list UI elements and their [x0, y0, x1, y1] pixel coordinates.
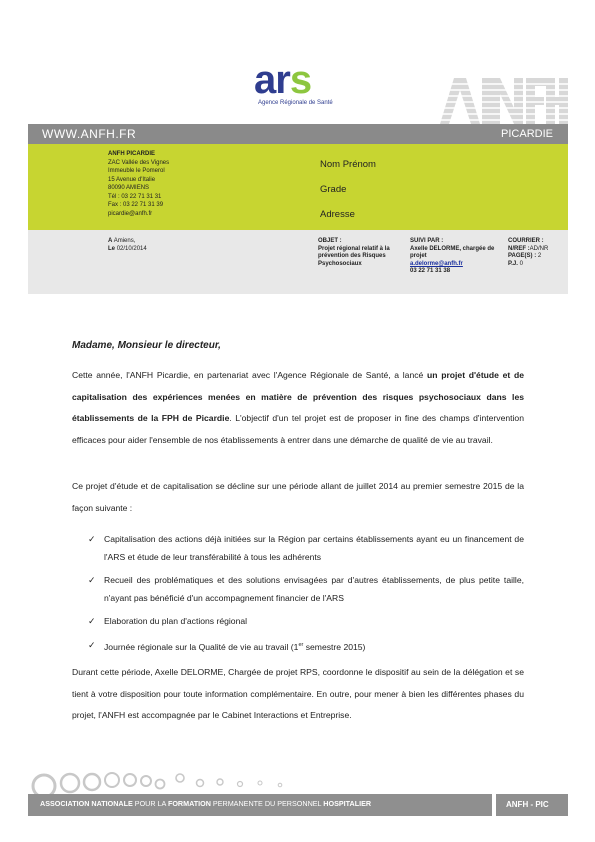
nref-label: N/REF : [508, 245, 530, 252]
salutation: Madame, Monsieur le directeur, [72, 340, 221, 351]
list-item-text: semestre 2015) [303, 641, 366, 652]
ars-logo-letter-a: a [254, 58, 276, 102]
place-date-block [108, 238, 147, 253]
paragraph-period: Ce projet d'étude et de capitalisation se décline sur une période allant de juillet 2014 au premier semestre 2015 de la façon suivante : [72, 481, 524, 513]
nref: AD/NR [529, 245, 549, 252]
footer-word: FORMATION [167, 799, 211, 808]
paragraph-text: Cette année, l'ANFH Picardie, en partenariat avec l'Agence Régionale de Santé, a lancé [72, 370, 428, 380]
list-item [88, 530, 524, 566]
place-label: A [108, 238, 113, 244]
footer-association-name [40, 799, 371, 808]
sender-block [108, 150, 169, 218]
footer-word: HOSPITALIER [323, 799, 372, 808]
list-item [88, 612, 524, 630]
sender-line: 15 Avenue d'Italie [108, 176, 156, 183]
suivi-block [410, 238, 502, 276]
paragraph-intro [72, 365, 524, 451]
suivi-label: SUIVI PAR : [410, 238, 444, 244]
superscript: er [298, 642, 304, 648]
sender-line: Tél : 03 22 71 31 31 [108, 193, 162, 200]
sender-line: Fax : 03 22 71 31 39 [108, 202, 164, 208]
courrier-block [508, 238, 564, 268]
footer-decorative-circles [30, 762, 430, 798]
suivi-phone: 03 22 71 31 38 [410, 268, 451, 274]
paragraph-closing: Durant cette période, Axelle DELORME, Chargée de projet RPS, coordonne le dispositif au sein de la délégation et se tient à votre disposition pour toute information complémentaire. En outre, pour mener à bien les différentes phases du projet, l'ANFH est accompagnée par le Cabinet Interactions et Entreprise. [72, 667, 524, 720]
objet-label: OBJET : [318, 238, 342, 244]
place: Amiens, [113, 238, 136, 244]
objet-text: Projet régional relatif à la prévention des Risques Psychosociaux [318, 245, 390, 267]
sender-line: 80090 AMIENS [108, 185, 150, 191]
list-item-text: Recueil des problématiques et des solutions envisagées par d'autres établissements, de plus petite taille, n'ayant pas bénéficié d'un accompagnement financier de l'ARS [104, 575, 524, 603]
list-item-text: Capitalisation des actions déjà initiées sur la Région par certains établissements ayant eu un financement de l'ARS et étude de leur transférabilité à tous les adhérents [104, 534, 524, 562]
list-item-text: Journée régionale sur la Qualité de vie au travail (1 [104, 641, 299, 652]
paragraph-emphasis: un projet d'étude et de capitalisation des expériences menées en matière de prévention des risques psychosociaux dans les établissements de la FPH de Picardie [72, 370, 524, 423]
sender-email[interactable]: picardie@anfh.fr [108, 210, 153, 217]
ars-logo-letter-r: r [275, 58, 290, 102]
list-item-text: Elaboration du plan d'actions régional [104, 616, 248, 626]
anfh-logo [440, 78, 568, 124]
objet-block [318, 238, 398, 268]
pj: 0 [519, 260, 523, 267]
date: 02/10/2014 [116, 245, 147, 252]
check-icon: ✓ [88, 616, 96, 626]
sender-line: ZAC Vallée des Vignes [108, 159, 170, 166]
footer-word: ASSOCIATION NATIONALE [40, 799, 133, 808]
recipient-address: Adresse [320, 209, 355, 220]
ars-logo-subtitle: Agence Régionale de Santé [258, 100, 333, 106]
list-item [88, 636, 524, 656]
footer-word: POUR LA [132, 799, 168, 808]
check-icon: ✓ [88, 575, 96, 585]
recipient-block [320, 152, 376, 227]
region-label: PICARDIE [501, 128, 553, 140]
footer-region: ANFH - PIC [506, 800, 549, 809]
suivi-name: Axelle DELORME, chargée de projet [410, 245, 495, 259]
check-icon: ✓ [88, 534, 96, 544]
pages: 2 [537, 253, 542, 259]
date-label: Le [108, 245, 116, 252]
sender-org: ANFH PICARDIE [108, 151, 156, 157]
website-link[interactable]: WWW.ANFH.FR [42, 127, 137, 141]
recipient-name: Nom Prénom [320, 159, 376, 170]
suivi-email[interactable]: a.delorme@anfh.fr [410, 260, 463, 267]
ars-logo [254, 58, 311, 102]
paragraph-text: . L'objectif d'un tel projet est de proposer in fine des champs d'intervention efficaces pour aider l'ensemble de nos établissements à entrer dans une démarche de qualité de vie au travail. [72, 413, 524, 445]
recipient-grade: Grade [320, 184, 347, 195]
pages-label: PAGE(S) : [508, 253, 537, 259]
ars-logo-letter-s: s [289, 58, 312, 102]
pj-label: P.J. [508, 260, 518, 267]
footer-word: PERMANENTE DU PERSONNEL [210, 799, 324, 808]
sender-line: Immeuble le Pomerol [108, 168, 165, 174]
list-item [88, 571, 524, 607]
check-icon: ✓ [88, 640, 96, 650]
footer-divider [492, 794, 496, 816]
courrier-label: COURRIER : [508, 238, 544, 244]
